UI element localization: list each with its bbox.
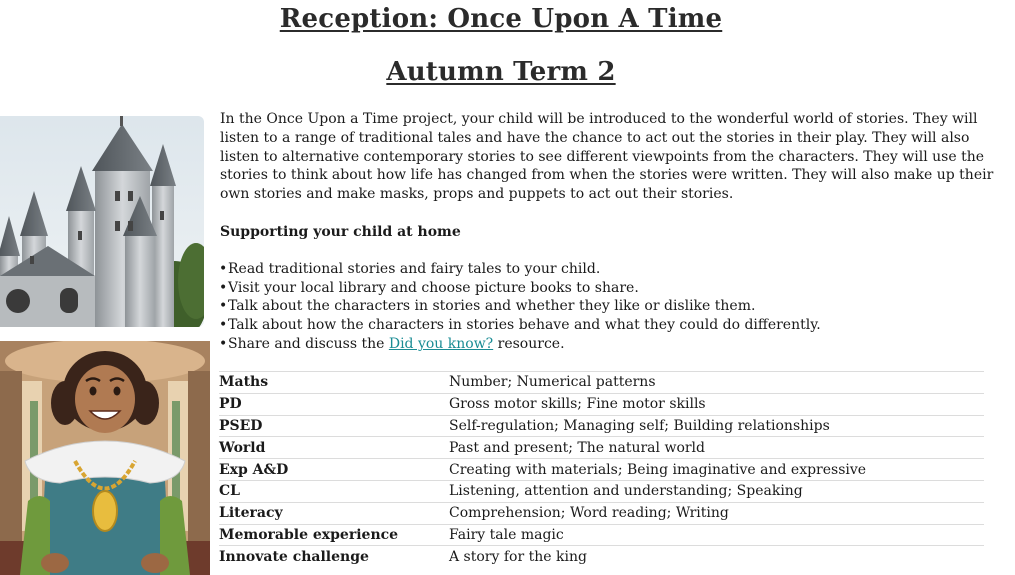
area-label: PD bbox=[219, 393, 449, 415]
tip-prefix: Share and discuss the bbox=[228, 335, 389, 352]
area-value: Past and present; The natural world bbox=[449, 437, 984, 459]
area-label: Memorable experience bbox=[219, 524, 449, 546]
area-label: Innovate challenge bbox=[219, 546, 449, 568]
area-value: Self-regulation; Managing self; Building relationships bbox=[449, 415, 984, 437]
supporting-heading: Supporting your child at home bbox=[220, 223, 461, 240]
table-row bbox=[219, 437, 984, 459]
tip-suffix: resource. bbox=[493, 335, 565, 352]
area-value: Gross motor skills; Fine motor skills bbox=[449, 393, 984, 415]
table-row bbox=[219, 393, 984, 415]
table-row bbox=[219, 524, 984, 546]
area-label: PSED bbox=[219, 415, 449, 437]
list-item: • Visit your local library and choose picture books to share. bbox=[220, 279, 1012, 298]
area-label: World bbox=[219, 437, 449, 459]
did-you-know-link[interactable]: Did you know? bbox=[388, 335, 494, 352]
castle-illustration bbox=[0, 116, 204, 327]
home-tips-list bbox=[220, 260, 1012, 354]
list-item: • Talk about the characters in stories and whether they like or dislike them. bbox=[220, 297, 1012, 316]
area-value: Comprehension; Word reading; Writing bbox=[449, 502, 984, 524]
term-subtitle: Autumn Term 2 bbox=[386, 57, 616, 87]
area-value: Fairy tale magic bbox=[449, 524, 984, 546]
page-title: Reception: Once Upon A Time bbox=[279, 4, 723, 34]
table-row bbox=[219, 415, 984, 437]
intro-paragraph: In the Once Upon a Time project, your child will be introduced to the wonderful world of stories. They will listen to a range of traditional tales and have the chance to act out the stories in their play. They will also listen to alternative contemporary stories to see different viewpoints from the characters. They will use the stories to think about how life has changed from when the stories were written. They will also make up their own stories and make masks, props and puppets to act out their stories. bbox=[220, 111, 994, 203]
area-label: Literacy bbox=[219, 502, 449, 524]
list-item bbox=[220, 335, 1012, 354]
list-item: • Talk about how the characters in stories behave and what they could do differently. bbox=[220, 316, 1012, 335]
list-item: • Read traditional stories and fairy tales to your child. bbox=[220, 260, 1012, 279]
table-row bbox=[219, 502, 984, 524]
table-row bbox=[219, 459, 984, 481]
area-value: Creating with materials; Being imaginative and expressive bbox=[449, 459, 984, 481]
project-description bbox=[220, 110, 1012, 354]
table-row bbox=[219, 372, 984, 394]
area-value: Listening, attention and understanding; Speaking bbox=[449, 480, 984, 502]
area-value: Number; Numerical patterns bbox=[449, 372, 984, 394]
area-value: A story for the king bbox=[449, 546, 984, 568]
area-label: Exp A&D bbox=[219, 459, 449, 481]
learning-areas-table bbox=[219, 371, 984, 568]
king-illustration bbox=[0, 341, 210, 575]
table-row bbox=[219, 480, 984, 502]
table-row bbox=[219, 546, 984, 568]
area-label: CL bbox=[219, 480, 449, 502]
area-label: Maths bbox=[219, 372, 449, 394]
